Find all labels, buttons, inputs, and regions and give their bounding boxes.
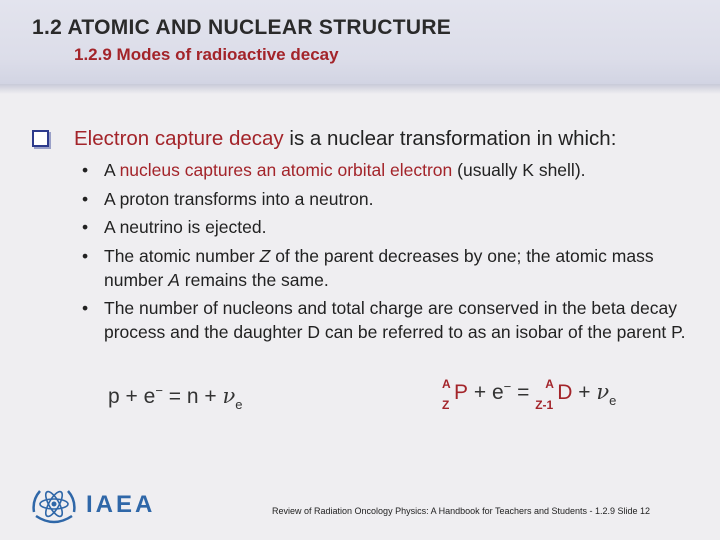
- nuclide-decay-equation: [442, 377, 617, 414]
- iaea-atom-emblem-icon: [28, 482, 80, 528]
- parent-atomic-number: Z: [442, 398, 450, 412]
- slide-footer: Review of Radiation Oncology Physics: A Handbook for Teachers and Students - 1.2.9 Slide 12: [272, 506, 651, 516]
- parent-nuclide: [442, 377, 469, 412]
- list-item: [82, 215, 714, 239]
- square-bullet-icon: [32, 130, 49, 147]
- electron-symbol: e: [143, 385, 156, 408]
- list-item: [82, 187, 714, 211]
- equals-sign: =: [168, 385, 182, 408]
- list-item: [82, 244, 714, 292]
- neutron-symbol: n: [186, 385, 199, 408]
- neutrino-symbol: ν: [222, 384, 236, 408]
- electron-symbol: e: [491, 381, 504, 404]
- neutrino-subscript: e: [235, 397, 243, 412]
- mass-number-symbol: A: [168, 269, 180, 290]
- lead-statement: [74, 127, 616, 151]
- parent-symbol: P: [454, 381, 469, 404]
- daughter-symbol: D: [557, 381, 573, 404]
- daughter-mass-number: A: [545, 377, 554, 391]
- atomic-number-symbol: Z: [259, 245, 271, 266]
- plus-sign: +: [578, 381, 591, 404]
- daughter-atomic-number: Z-1: [535, 398, 554, 412]
- electron-capture-equation: [108, 383, 243, 412]
- plus-sign: +: [125, 385, 138, 408]
- list-item: [82, 158, 714, 182]
- item-text: (usually K shell).: [452, 160, 586, 180]
- electron-charge: −: [155, 383, 163, 398]
- proton-symbol: p: [108, 385, 120, 408]
- item-text: The number of nucleons and total charge are conserved in the beta decay process and the daughter D can be referred to as an isobar of the parent P.: [104, 298, 686, 342]
- list-item: [82, 296, 714, 344]
- item-highlight: nucleus captures an atomic orbital electron: [119, 160, 453, 180]
- plus-sign: +: [204, 385, 217, 408]
- bullet-list: [82, 158, 714, 349]
- item-text: A neutrino is ejected.: [104, 217, 267, 237]
- item-text: The atomic number: [104, 245, 260, 266]
- item-text: remains the same.: [179, 269, 329, 290]
- slide-title: 1.2 ATOMIC AND NUCLEAR STRUCTURE: [32, 16, 452, 39]
- equals-sign: =: [517, 381, 530, 404]
- iaea-logo: [28, 482, 158, 530]
- daughter-nuclide: [535, 377, 573, 412]
- item-text: of the parent decreases by one; the atomic mass number: [104, 245, 654, 290]
- item-text: A proton transforms into a neutron.: [104, 188, 374, 209]
- slide-subtitle: 1.2.9 Modes of radioactive decay: [74, 45, 339, 64]
- neutrino-subscript: e: [609, 393, 617, 408]
- electron-charge: −: [503, 379, 512, 394]
- lead-rest: is a nuclear transformation in which:: [283, 127, 617, 150]
- neutrino-symbol: ν: [596, 380, 610, 404]
- item-text: A: [104, 160, 120, 180]
- header-divider: [0, 84, 720, 94]
- lead-highlight: Electron capture decay: [74, 127, 284, 150]
- plus-sign: +: [473, 381, 487, 404]
- parent-mass-number: A: [442, 377, 451, 391]
- iaea-logo-text: IAEA: [86, 491, 156, 518]
- slide-header: [0, 0, 720, 84]
